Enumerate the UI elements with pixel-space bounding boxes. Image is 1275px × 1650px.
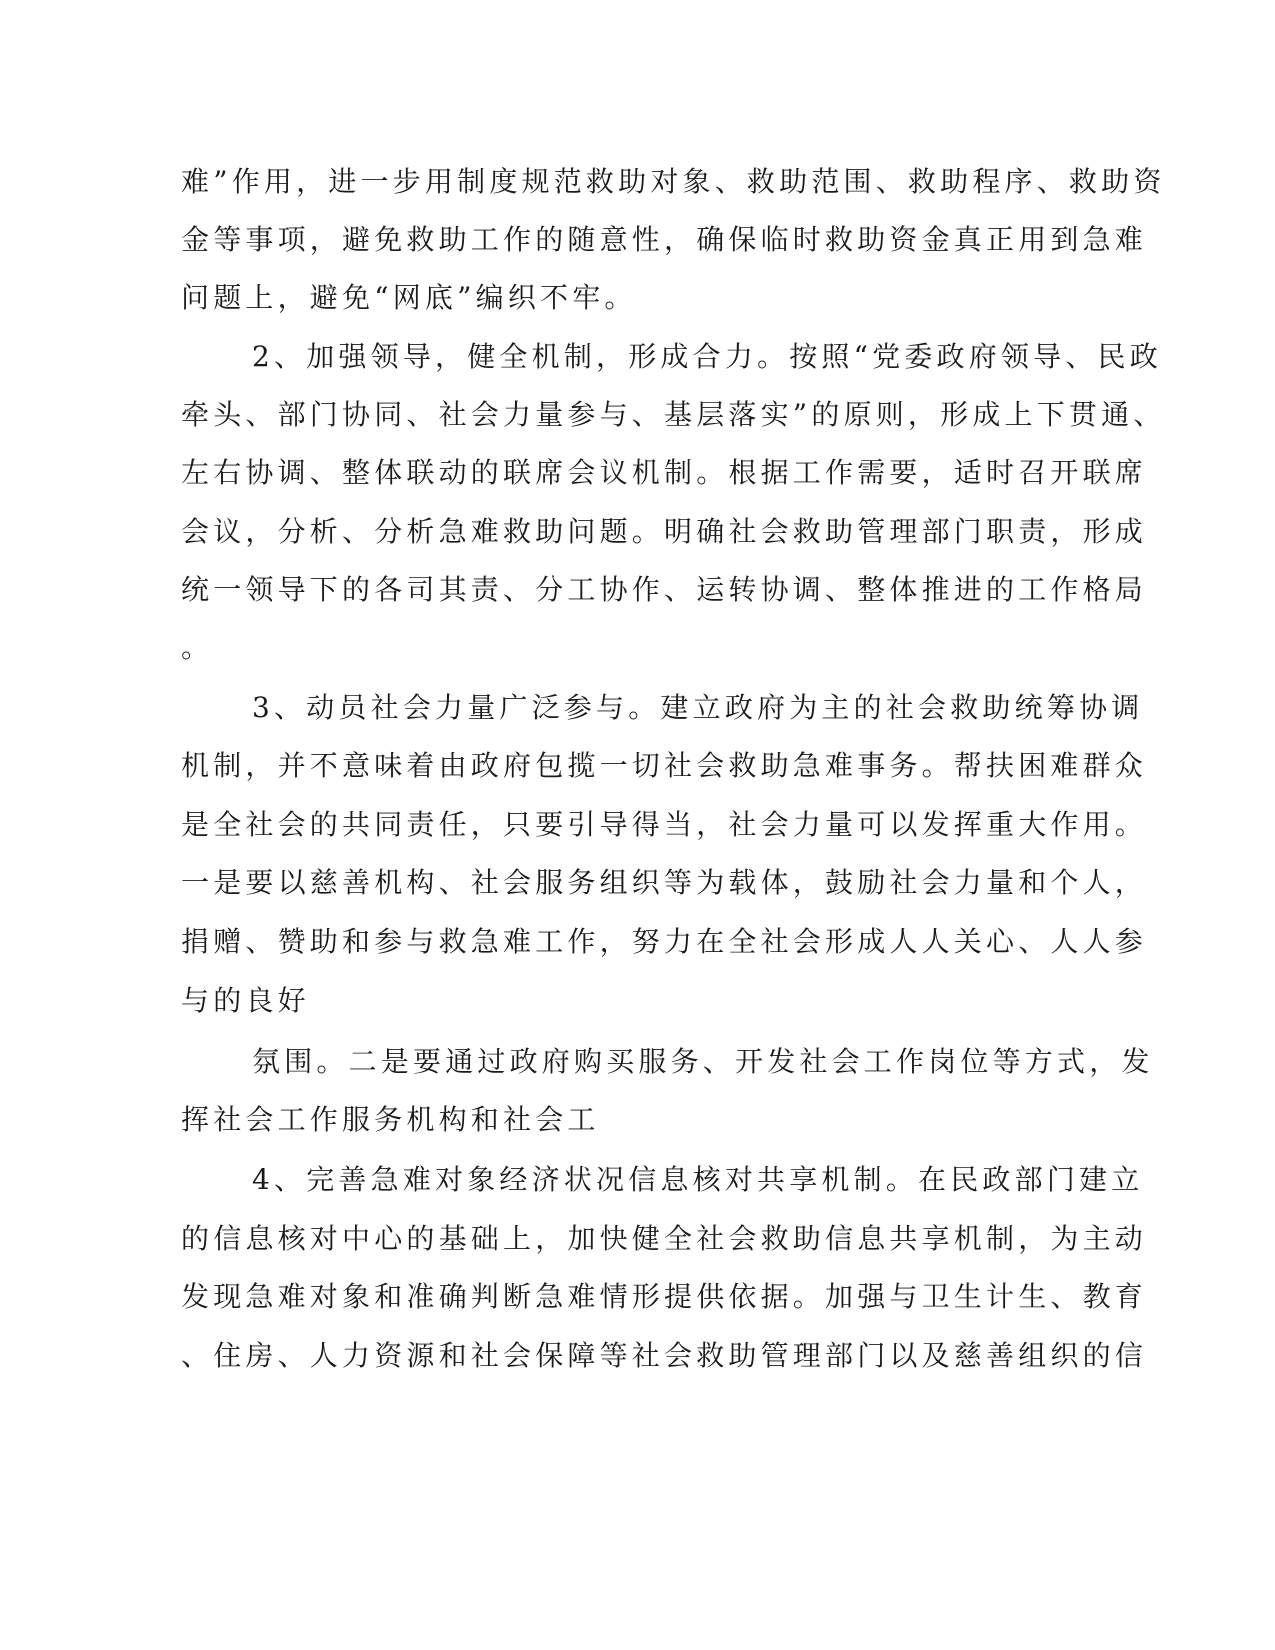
text-line: 金等事项，避免救助工作的随意性，确保临时救助资金真正用到急难: [181, 223, 1148, 256]
text-line: 难”作用，进一步用制度规范救助对象、救助范围、救助程序、救助资: [181, 165, 1166, 198]
text-line: 。: [181, 631, 214, 664]
paragraph-2-start: 2、加强领导，健全机制，形成合力。按照“党委政府领导、民政: [252, 340, 1162, 373]
paragraph-continuation: 氛围。二是要通过政府购买服务、开发社会工作岗位等方式，发: [252, 1045, 1154, 1078]
text-line: 机制，并不意味着由政府包揽一切社会救助急难事务。帮扶困难群众: [181, 749, 1148, 782]
text-line: 与的良好: [181, 984, 310, 1017]
paragraph-4-start: 4、完善急难对象经济状况信息核对共享机制。在民政部门建立: [252, 1163, 1144, 1196]
text-line: 挥社会工作服务机构和社会工: [181, 1103, 600, 1136]
text-line: 问题上，避免“网底”编织不牢。: [181, 281, 637, 314]
text-line: 是全社会的共同责任，只要引导得当，社会力量可以发挥重大作用。: [181, 808, 1148, 841]
text-line: 的信息核对中心的基础上，加快健全社会救助信息共享机制，为主动: [181, 1222, 1148, 1255]
text-line: 左右协调、整体联动的联席会议机制。根据工作需要，适时召开联席: [181, 456, 1148, 489]
text-line: 、住房、人力资源和社会保障等社会救助管理部门以及慈善组织的信: [181, 1339, 1148, 1372]
text-line: 牵头、部门协同、社会力量参与、基层落实”的原则，形成上下贯通、: [181, 398, 1166, 431]
text-line: 发现急难对象和准确判断急难情形提供依据。加强与卫生计生、教育: [181, 1280, 1148, 1313]
paragraph-3-start: 3、动员社会力量广泛参与。建立政府为主的社会救助统筹协调: [252, 691, 1144, 724]
text-line: 会议，分析、分析急难救助问题。明确社会救助管理部门职责，形成: [181, 515, 1148, 548]
text-line: 一是要以慈善机构、社会服务组织等为载体，鼓励社会力量和个人，: [181, 866, 1148, 899]
text-line: 捐赠、赞助和参与救急难工作，努力在全社会形成人人关心、人人参: [181, 925, 1148, 958]
text-line: 统一领导下的各司其责、分工协作、运转协调、整体推进的工作格局: [181, 573, 1148, 606]
